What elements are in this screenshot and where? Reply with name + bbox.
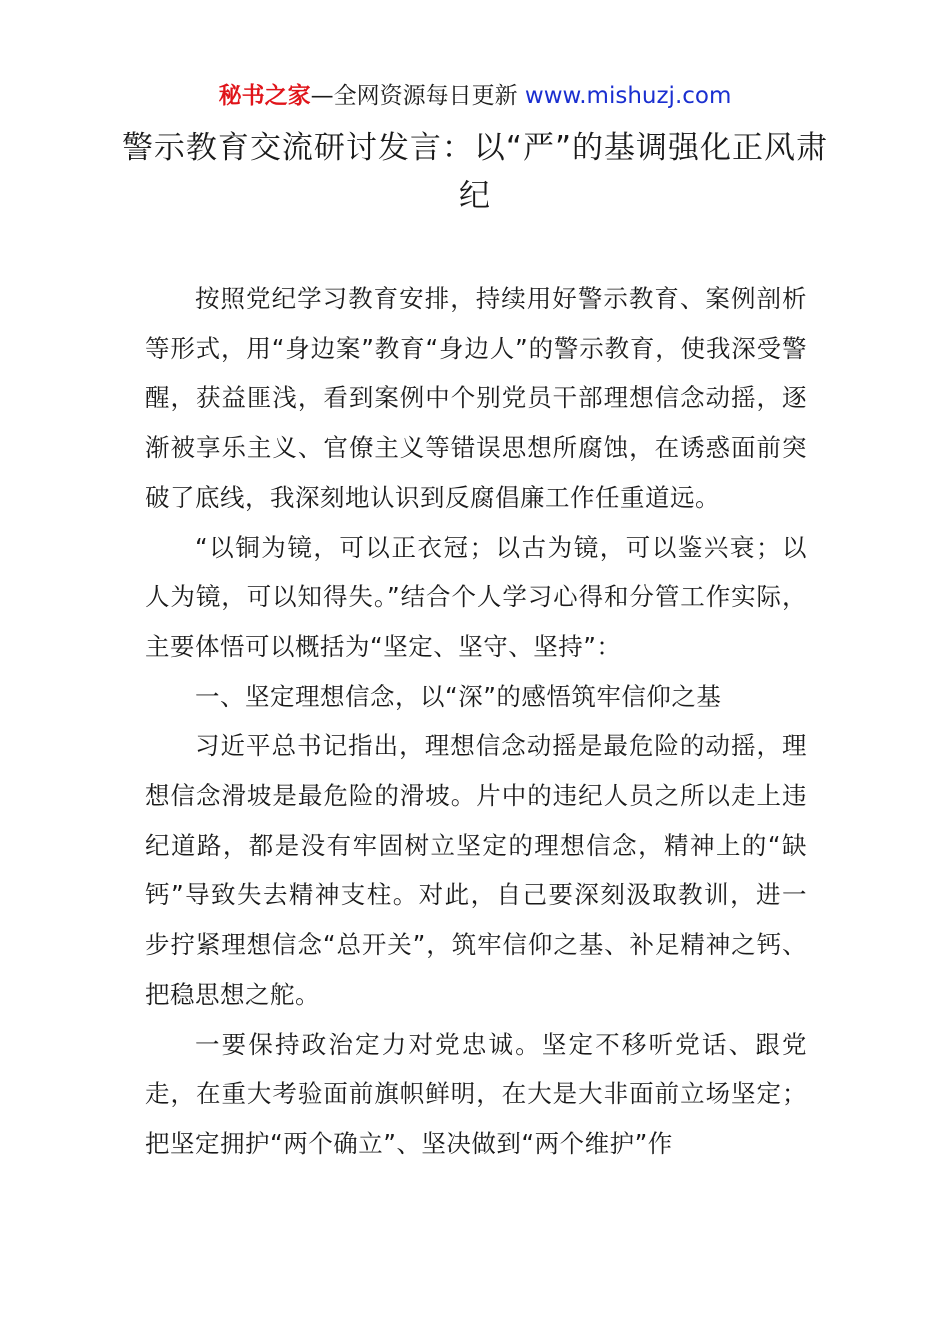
site-header <box>0 80 950 112</box>
document-title: 警示教育交流研讨发言：以“严”的基调强化正风肃纪 <box>121 130 829 214</box>
paragraph-quote: “以铜为镜，可以正衣冠；以古为镜，可以鉴兴衰；以人为镜，可以知得失。”结合个人学习心得和分管工作实际，主要体悟可以概括为“坚定、坚守、坚持”： <box>145 532 807 661</box>
paragraph-section-1: 习近平总书记指出，理想信念动摇是最危险的动摇，理想信念滑坡是最危险的滑坡。片中的违纪人员之所以走上违纪道路，都是没有牢固树立坚定的理想信念，精神上的“缺钙”导致失去精神支柱。对此，自己要深刻汲取教训，进一步拧紧理想信念“总开关”，筑牢信仰之基、补足精神之钙、把稳思想之舵。 <box>145 731 807 1009</box>
paragraph-intro: 按照党纪学习教育安排，持续用好警示教育、案例剖析等形式，用“身边案”教育“身边人”的警示教育，使我深受警醒，获益匪浅，看到案例中个别党员干部理想信念动摇，逐渐被享乐主义、官僚主义等错误思想所腐蚀，在诱惑面前突破了底线，我深刻地认识到反腐倡廉工作任重道远。 <box>145 284 807 512</box>
section-heading-1: 一、坚定理想信念，以“深”的感悟筑牢信仰之基 <box>195 681 722 711</box>
brand-name: 秘书之家 <box>218 83 311 109</box>
document-body <box>145 274 807 1169</box>
site-url: www.mishuzj.com <box>524 83 732 109</box>
paragraph-point-1: 一要保持政治定力对党忠诚。坚定不移听党话、跟党走，在重大考验面前旗帜鲜明，在大是大非面前立场坚定；把坚定拥护“两个确立”、坚决做到“两个维护”作 <box>145 1029 807 1158</box>
site-tagline: —全网资源每日更新 <box>310 83 525 109</box>
